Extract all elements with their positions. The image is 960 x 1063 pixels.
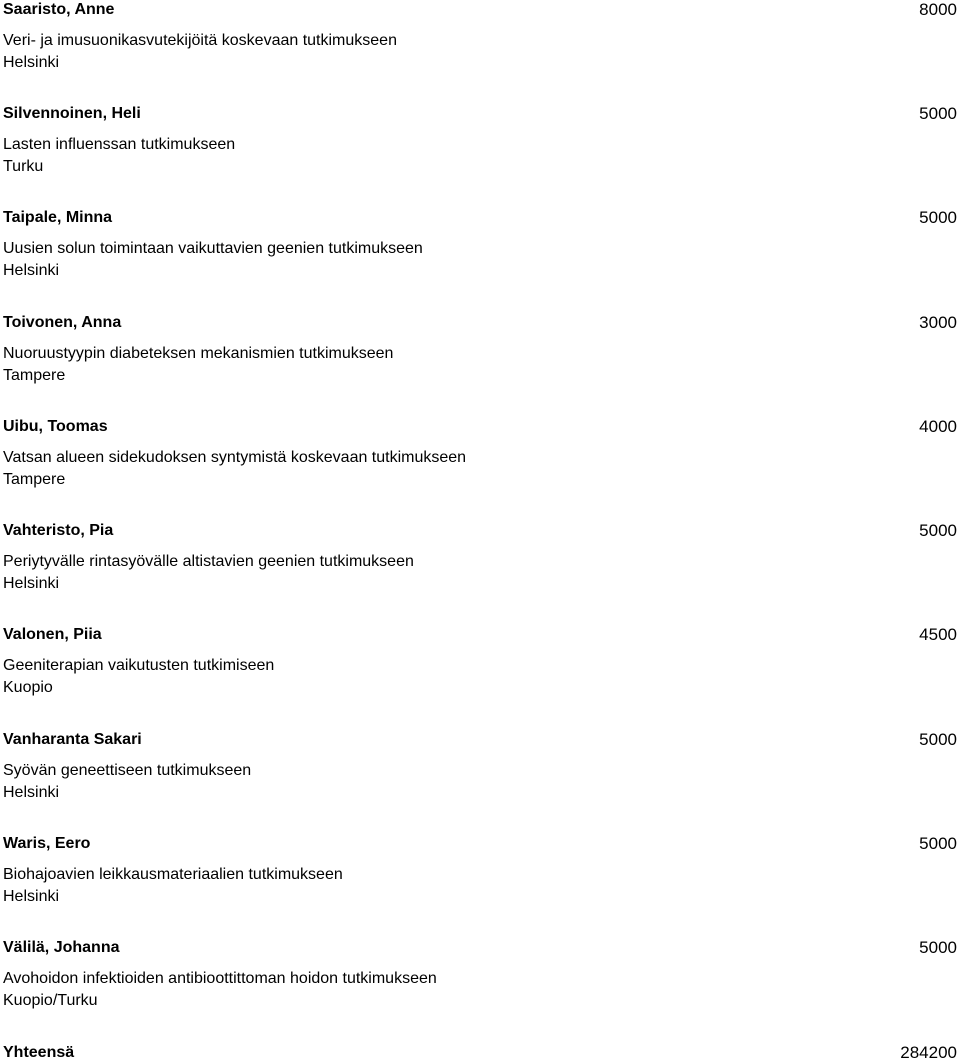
research-location: Tampere	[3, 367, 66, 384]
grant-amount: 4500	[919, 625, 957, 644]
research-location: Helsinki	[3, 262, 60, 279]
recipient-name: Silvennoinen, Heli	[3, 105, 141, 122]
recipient-row	[3, 313, 957, 333]
research-topic: Geeniterapian vaikutusten tutkimiseen	[3, 657, 275, 674]
recipient-name: Saaristo, Anne	[3, 1, 115, 18]
research-topic: Syövän geneettiseen tutkimukseen	[3, 762, 252, 779]
recipient-row	[3, 730, 957, 750]
grant-amount: 5000	[919, 834, 957, 853]
grant-amount: 5000	[919, 730, 957, 749]
research-topic: Periytyvälle rintasyövälle altistavien geenien tutkimukseen	[3, 553, 414, 570]
recipient-row	[3, 208, 957, 228]
research-location: Kuopio/Turku	[3, 992, 98, 1009]
recipient-name: Vanharanta Sakari	[3, 731, 142, 748]
total-row	[3, 1043, 957, 1063]
recipient-name: Välilä, Johanna	[3, 939, 120, 956]
grant-amount: 5000	[919, 208, 957, 227]
grant-amount: 5000	[919, 104, 957, 123]
research-topic: Nuoruustyypin diabeteksen mekanismien tutkimukseen	[3, 345, 394, 362]
research-topic: Biohajoavien leikkausmateriaalien tutkimukseen	[3, 866, 343, 883]
recipient-name: Uibu, Toomas	[3, 418, 108, 435]
research-location: Helsinki	[3, 575, 60, 592]
research-topic: Veri- ja imusuonikasvutekijöitä koskevaan tutkimukseen	[3, 32, 397, 49]
recipient-row	[3, 834, 957, 854]
recipient-row	[3, 104, 957, 124]
research-topic: Avohoidon infektioiden antibioottittoman hoidon tutkimukseen	[3, 970, 437, 987]
recipient-row	[3, 0, 957, 20]
grant-amount: 4000	[919, 417, 957, 436]
recipient-row	[3, 417, 957, 437]
recipient-name: Waris, Eero	[3, 835, 91, 852]
grant-amount: 8000	[919, 0, 957, 19]
recipient-name: Vahteristo, Pia	[3, 522, 114, 539]
recipient-name: Toivonen, Anna	[3, 314, 122, 331]
research-topic: Lasten influenssan tutkimukseen	[3, 136, 236, 153]
grant-amount: 5000	[919, 938, 957, 957]
total-amount: 284200	[900, 1043, 957, 1062]
research-topic: Uusien solun toimintaan vaikuttavien geenien tutkimukseen	[3, 240, 423, 257]
recipient-row	[3, 625, 957, 645]
research-topic: Vatsan alueen sidekudoksen syntymistä koskevaan tutkimukseen	[3, 449, 467, 466]
research-location: Tampere	[3, 471, 66, 488]
recipient-row	[3, 521, 957, 541]
recipient-row	[3, 938, 957, 958]
recipient-name: Taipale, Minna	[3, 209, 113, 226]
research-location: Helsinki	[3, 54, 60, 71]
total-label: Yhteensä	[3, 1044, 75, 1061]
recipient-name: Valonen, Piia	[3, 626, 102, 643]
grant-amount: 3000	[919, 313, 957, 332]
grant-amount: 5000	[919, 521, 957, 540]
research-location: Helsinki	[3, 888, 60, 905]
research-location: Turku	[3, 158, 44, 175]
research-location: Kuopio	[3, 679, 53, 696]
research-location: Helsinki	[3, 784, 60, 801]
